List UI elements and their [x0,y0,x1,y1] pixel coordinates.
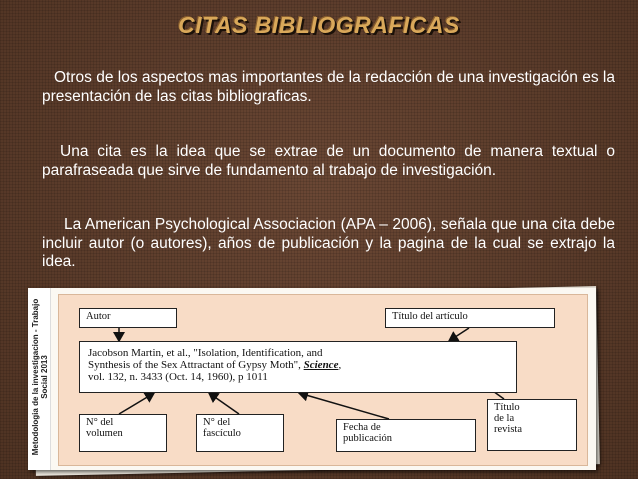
label-fecha-line1: Fecha de [343,422,381,433]
reference-line-2 [88,359,508,371]
paragraph-2-text: Una cita es la idea que se extrae de un documento de manera textual o parafraseada que sirve de fundamento al trabajo de investigación. [42,143,615,179]
arrow-fasciculo [209,393,239,414]
citation-diagram [58,294,588,466]
paragraph-2 [42,143,615,180]
arrow-titulo [449,328,469,341]
figure-sheet [28,288,596,470]
figure-sidebar [28,288,51,470]
reference-line-2a: Synthesis of the Sex Attractant of Gypsy Moth", [88,359,301,371]
reference-line-1: Jacobson Martin, et al., "Isolation, Identification, and [88,347,323,359]
label-num-volumen [79,414,167,452]
reference-journal: Science [303,359,339,371]
label-num-volumen-line1: N° del [86,417,114,428]
reference-box [79,341,517,393]
citation-figure [28,288,596,473]
arrow-volumen [119,393,154,414]
label-titulo-revista [487,399,577,451]
label-num-fasciculo [196,414,284,452]
label-autor [79,308,177,328]
label-titulo-articulo-text: Título del artículo [392,311,468,322]
paragraph-1 [42,69,615,106]
label-num-fasciculo-line1: N° del [203,417,231,428]
slide-title: CITAS BIBLIOGRAFICAS [178,12,460,38]
label-titulo-revista-line3: revista [494,424,522,435]
label-titulo-revista-line2: de la [494,413,515,424]
label-fecha-line2: publicación [343,433,392,444]
reference-line-2c: , [338,359,342,371]
label-num-fasciculo-line2: fascículo [203,428,241,439]
label-autor-text: Autor [86,311,111,322]
label-titulo-revista-line1: Título [494,402,520,413]
side-caption: Metodologia de la investigacion - Trabajo Social 2013 [31,298,49,456]
paragraph-3 [42,216,615,272]
paragraph-1-text: Otros de los aspectos mas importantes de la redacción de una investigación es la presentación de las citas bibliograficas. [42,69,615,105]
label-fecha-publicacion [336,419,476,452]
label-num-volumen-line2: volumen [86,428,123,439]
arrow-fecha [299,393,389,419]
reference-line-3: vol. 132, n. 3433 (Oct. 14, 1960), p 1011 [88,371,268,383]
label-titulo-articulo [385,308,555,328]
paragraph-3-text: La American Psychological Associacion (APA – 2006), señala que una cita debe incluir autor (o autores), años de publicación y la pagina de la cual se extrajo la idea. [42,216,615,270]
